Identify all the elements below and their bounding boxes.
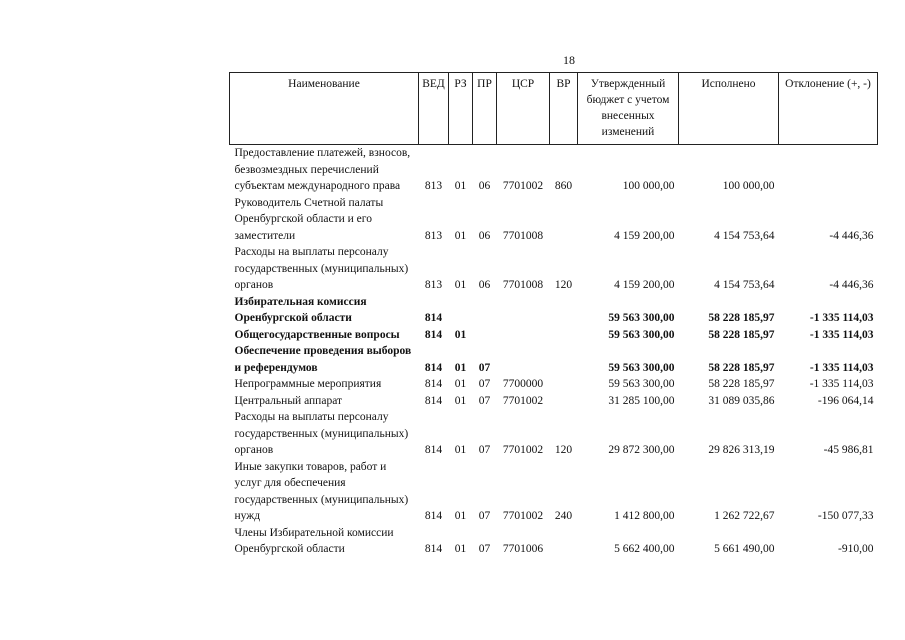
- row-executed-cell: 5 661 490,00: [714, 543, 775, 555]
- row-ved-cell: 814: [424, 510, 443, 522]
- row-rz-cell: 01: [454, 180, 467, 192]
- row-pr-cell: 07: [478, 361, 491, 374]
- row-ved-cell: 814: [424, 543, 443, 555]
- row-vr-cell: 240: [554, 510, 573, 522]
- row-rz-cell: 01: [454, 279, 467, 291]
- row-pr-cell: [473, 294, 497, 327]
- row-csr-cell: 7701006: [502, 543, 544, 555]
- row-executed-cell: 100 000,00: [722, 180, 775, 192]
- row-pr-cell: 06: [478, 279, 491, 291]
- row-approved-cell: 1 412 800,00: [614, 510, 675, 522]
- row-ved-cell: 813: [424, 180, 443, 192]
- row-ved-cell: 814: [424, 312, 443, 324]
- table-row: [230, 294, 878, 327]
- row-rz-cell: 01: [454, 328, 467, 341]
- header-rz: РЗ: [449, 73, 473, 145]
- row-ved-cell: 814: [424, 444, 443, 456]
- row-deviation-cell: -910,00: [838, 543, 874, 555]
- row-executed-cell: 58 228 185,97: [708, 361, 775, 374]
- header-csr: ЦСР: [497, 73, 550, 145]
- budget-execution-table: [229, 72, 878, 558]
- row-rz-cell: 01: [454, 444, 467, 456]
- row-vr-cell: 120: [554, 444, 573, 456]
- row-pr-cell: [473, 327, 497, 344]
- table-row: [230, 525, 878, 558]
- row-deviation-cell: -4 446,36: [829, 229, 874, 242]
- row-approved-cell: 59 563 300,00: [608, 328, 675, 341]
- row-rz-cell: 01: [454, 543, 467, 555]
- row-ved-cell: 814: [424, 378, 443, 390]
- row-executed-cell: 58 228 185,97: [708, 312, 775, 324]
- row-rz-cell: 01: [454, 361, 467, 374]
- table-row: [230, 459, 878, 525]
- row-name-cell: Центральный аппарат: [234, 394, 343, 407]
- table-row: [230, 145, 878, 195]
- row-ved-cell: 814: [424, 361, 443, 374]
- row-vr-cell: [550, 525, 578, 558]
- row-csr-cell: 7701008: [502, 279, 544, 291]
- row-name-cell: Расходы на выплаты персоналу государственных (муниципальных) органов: [234, 411, 409, 456]
- row-pr-cell: 07: [478, 510, 491, 522]
- table-row: [230, 409, 878, 459]
- row-rz-cell: 01: [454, 394, 467, 407]
- row-deviation-cell: [779, 145, 878, 195]
- table-row: [230, 343, 878, 376]
- table-row: [230, 244, 878, 294]
- row-approved-cell: 59 563 300,00: [608, 312, 675, 324]
- row-csr-cell: 7700000: [502, 378, 544, 390]
- row-vr-cell: [550, 343, 578, 376]
- header-approved-budget: Утвержденный бюджет с учетом внесенных изменений: [578, 73, 679, 145]
- row-deviation-cell: -45 986,81: [823, 444, 874, 456]
- row-vr-cell: [550, 327, 578, 344]
- row-rz-cell: 01: [454, 229, 467, 242]
- row-deviation-cell: -4 446,36: [829, 279, 874, 291]
- page-number: 18: [563, 53, 575, 67]
- row-csr-cell: [497, 343, 550, 376]
- row-approved-cell: 59 563 300,00: [608, 361, 675, 374]
- table-row: [230, 393, 878, 410]
- row-approved-cell: 59 563 300,00: [608, 378, 675, 390]
- row-deviation-cell: -150 077,33: [817, 510, 874, 522]
- row-csr-cell: [497, 327, 550, 344]
- table-header-row: [230, 73, 878, 145]
- table-row: [230, 327, 878, 344]
- row-executed-cell: 4 154 753,64: [714, 279, 775, 291]
- row-csr-cell: 7701002: [502, 510, 544, 522]
- row-csr-cell: 7701002: [502, 444, 544, 456]
- row-approved-cell: 29 872 300,00: [608, 444, 675, 456]
- row-vr-cell: [550, 294, 578, 327]
- header-pr: ПР: [473, 73, 497, 145]
- row-deviation-cell: -1 335 114,03: [809, 361, 874, 374]
- row-pr-cell: 07: [478, 543, 491, 555]
- row-rz-cell: 01: [454, 378, 467, 390]
- row-name-cell: Иные закупки товаров, работ и услуг для обеспечения государственных (муниципальных) нужд: [234, 460, 409, 522]
- table-row: [230, 195, 878, 245]
- row-approved-cell: 5 662 400,00: [614, 543, 675, 555]
- row-pr-cell: 06: [478, 229, 491, 242]
- row-ved-cell: 814: [424, 394, 443, 407]
- row-vr-cell: [550, 195, 578, 245]
- table-body: [230, 145, 878, 558]
- row-pr-cell: 07: [478, 394, 491, 407]
- row-rz-cell: [449, 294, 473, 327]
- row-name-cell: Расходы на выплаты персоналу государственных (муниципальных) органов: [234, 246, 409, 291]
- row-name-cell: Предоставление платежей, взносов, безвозмездных перечислений субъектам международного права: [234, 147, 411, 192]
- row-ved-cell: 813: [424, 279, 443, 291]
- row-executed-cell: 1 262 722,67: [714, 510, 775, 522]
- row-deviation-cell: -1 335 114,03: [809, 328, 874, 341]
- row-name-cell: Избирательная комиссия Оренбургской области: [234, 295, 367, 324]
- row-executed-cell: 58 228 185,97: [708, 328, 775, 341]
- row-ved-cell: 814: [424, 328, 443, 341]
- header-executed: Исполнено: [679, 73, 779, 145]
- row-pr-cell: 07: [478, 444, 491, 456]
- table-row: [230, 376, 878, 393]
- row-name-cell: Члены Избирательной комиссии Оренбургской области: [234, 526, 394, 555]
- row-rz-cell: 01: [454, 510, 467, 522]
- row-approved-cell: 4 159 200,00: [614, 279, 675, 291]
- row-name-cell: Обеспечение проведения выборов и референдумов: [234, 345, 412, 374]
- header-name: Наименование: [230, 73, 419, 145]
- row-deviation-cell: -196 064,14: [817, 394, 874, 407]
- row-ved-cell: 813: [424, 229, 443, 242]
- row-csr-cell: 7701002: [502, 180, 544, 192]
- row-pr-cell: 07: [478, 378, 491, 390]
- row-vr-cell: 860: [554, 180, 573, 192]
- row-csr-cell: [497, 294, 550, 327]
- row-approved-cell: 4 159 200,00: [614, 229, 675, 242]
- header-deviation: Отклонение (+, -): [779, 73, 878, 145]
- row-csr-cell: 7701008: [502, 229, 544, 242]
- row-deviation-cell: -1 335 114,03: [809, 378, 874, 390]
- row-pr-cell: 06: [478, 180, 491, 192]
- row-executed-cell: 29 826 313,19: [708, 444, 775, 456]
- row-name-cell: Руководитель Счетной палаты Оренбургской области и его заместители: [234, 196, 384, 242]
- header-ved: ВЕД: [419, 73, 449, 145]
- row-vr-cell: 120: [554, 279, 573, 291]
- row-deviation-cell: -1 335 114,03: [809, 312, 874, 324]
- row-vr-cell: [550, 376, 578, 393]
- row-approved-cell: 31 285 100,00: [608, 394, 675, 407]
- row-executed-cell: 4 154 753,64: [714, 229, 775, 242]
- row-executed-cell: 31 089 035,86: [708, 394, 775, 407]
- row-approved-cell: 100 000,00: [622, 180, 675, 192]
- row-name-cell: Общегосударственные вопросы: [234, 328, 400, 341]
- row-executed-cell: 58 228 185,97: [708, 378, 775, 390]
- row-csr-cell: 7701002: [502, 394, 544, 407]
- row-name-cell: Непрограммные мероприятия: [234, 378, 382, 390]
- row-vr-cell: [550, 393, 578, 410]
- header-vr: ВР: [550, 73, 578, 145]
